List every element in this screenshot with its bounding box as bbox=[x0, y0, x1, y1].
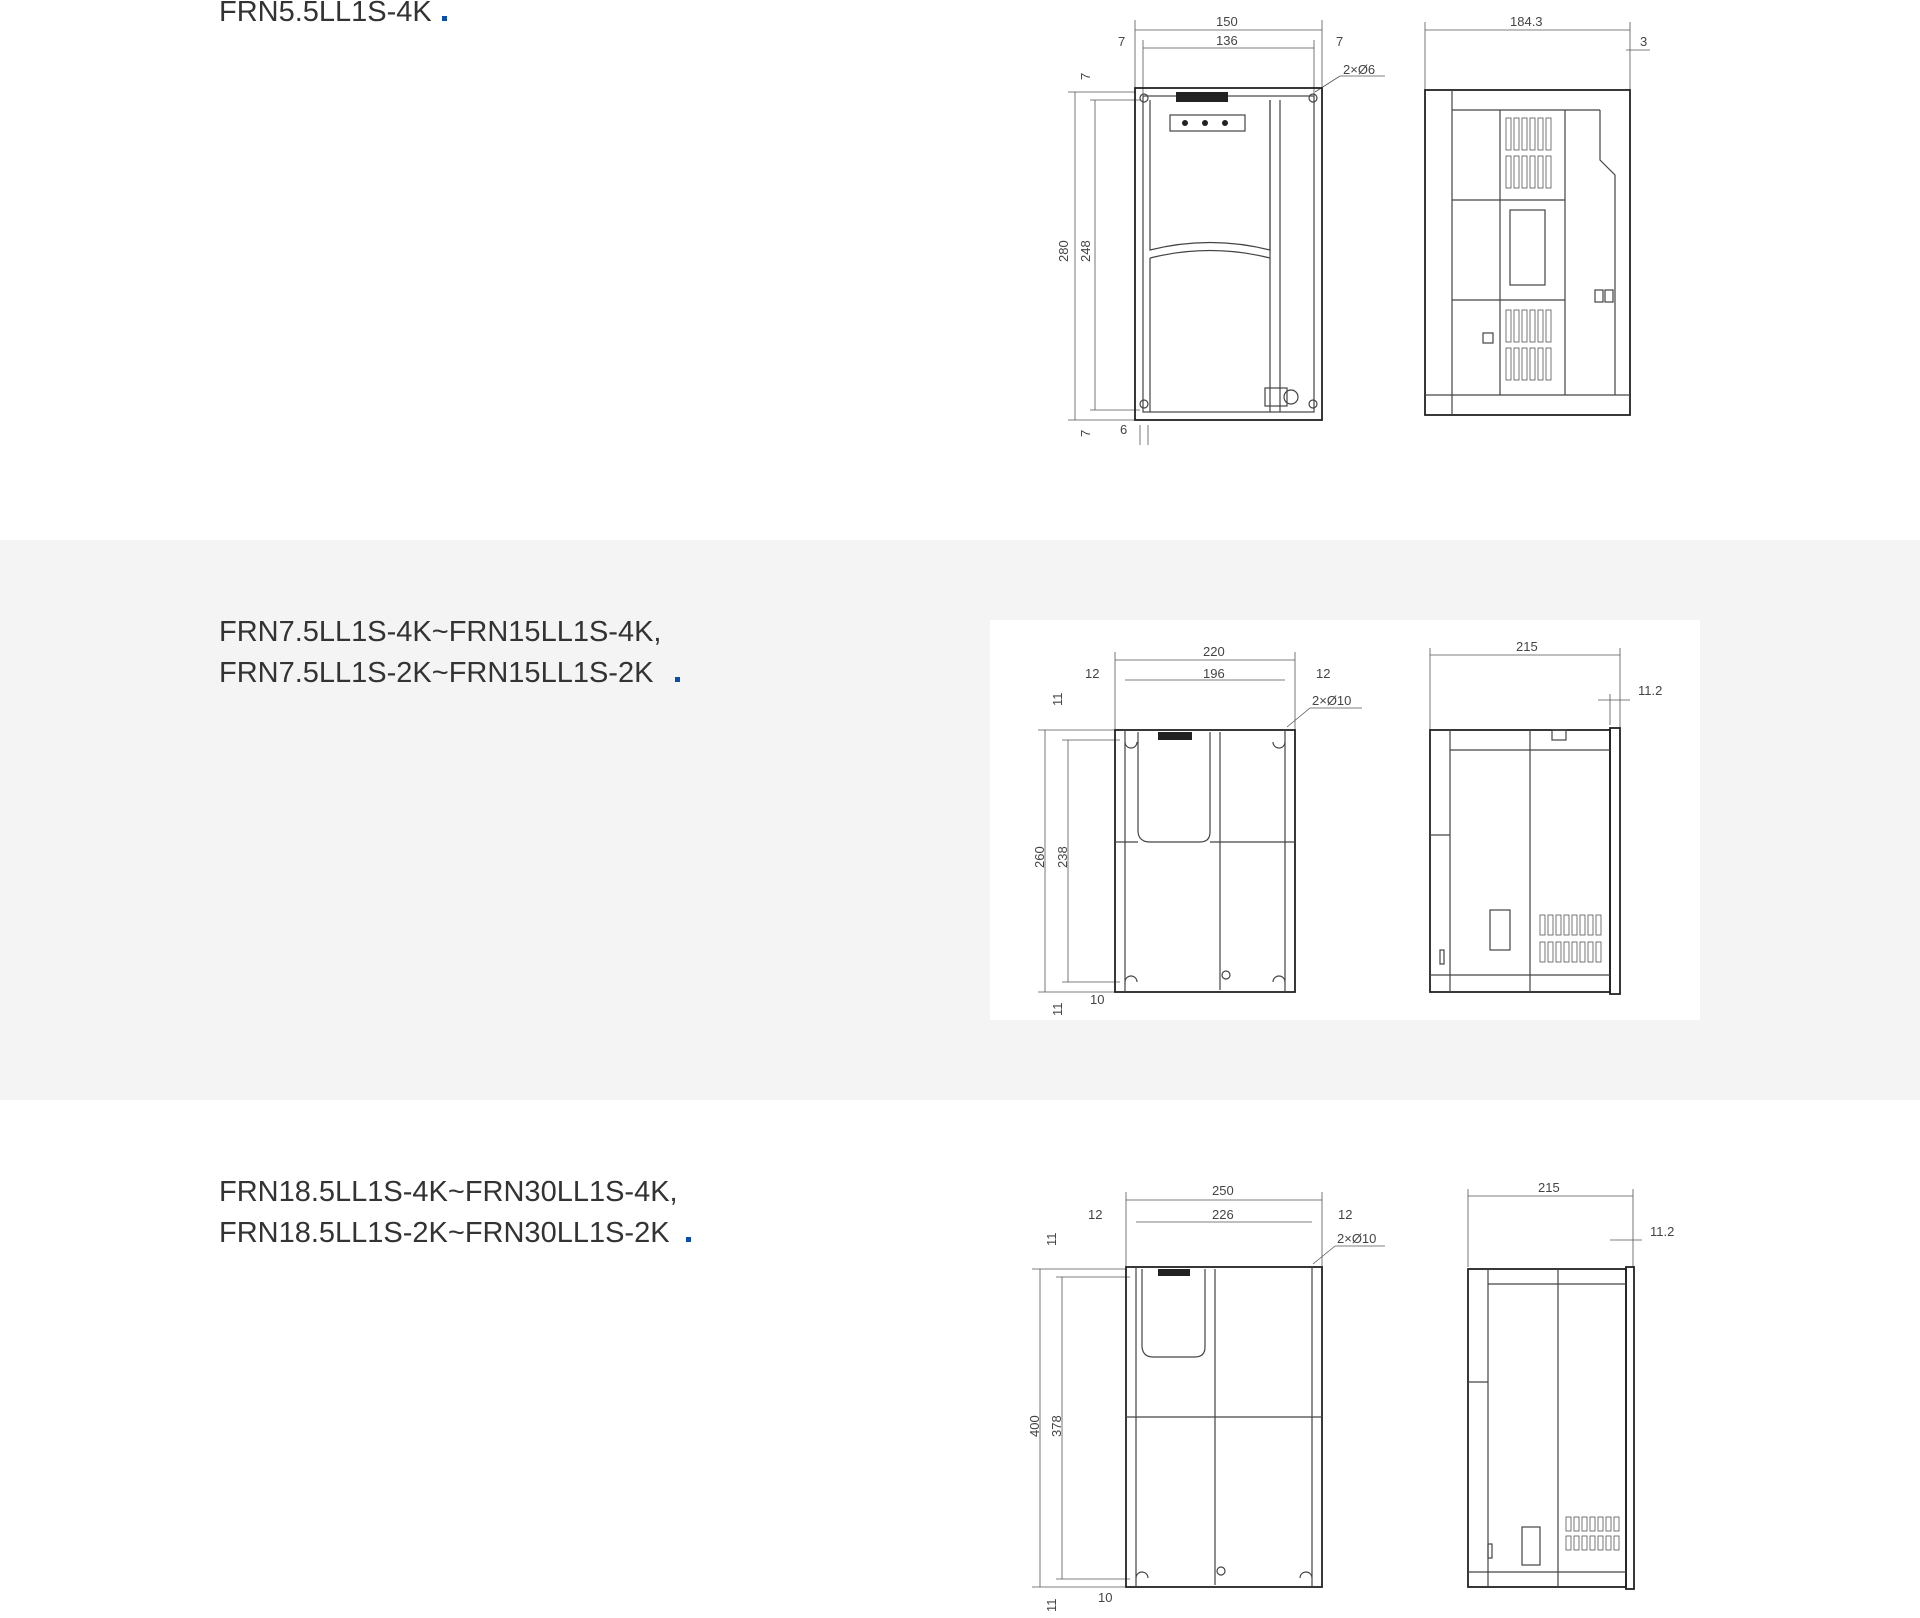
model-line: FRN18.5LL1S-2K~FRN30LL1S-2K bbox=[219, 1213, 691, 1254]
dim-height: 280 bbox=[1056, 240, 1071, 262]
model-line: FRN7.5LL1S-4K~FRN15LL1S-4K, bbox=[219, 616, 662, 648]
side-view bbox=[1430, 639, 1662, 994]
dim-offset: 3 bbox=[1640, 34, 1648, 49]
dim-inner-width: 136 bbox=[1216, 33, 1238, 48]
dim-right-margin: 7 bbox=[1336, 34, 1344, 49]
front-view bbox=[1032, 644, 1362, 1016]
dim-right-margin: 12 bbox=[1338, 1207, 1353, 1222]
model-heading bbox=[219, 0, 447, 33]
dim-hole: 2×Ø10 bbox=[1337, 1231, 1377, 1246]
dim-inner-height: 248 bbox=[1078, 240, 1093, 262]
dim-inner-width: 196 bbox=[1203, 666, 1225, 681]
dim-depth: 215 bbox=[1516, 639, 1538, 654]
dimension-drawing-svg bbox=[990, 620, 1700, 1020]
dim-top-margin: 7 bbox=[1078, 72, 1093, 80]
dimension-drawing bbox=[990, 620, 1700, 1020]
dim-left-margin: 12 bbox=[1085, 666, 1100, 681]
dim-foot: 6 bbox=[1120, 422, 1128, 437]
dim-width: 250 bbox=[1212, 1183, 1234, 1198]
dim-hole: 2×Ø10 bbox=[1312, 693, 1352, 708]
dim-width: 220 bbox=[1203, 644, 1225, 659]
side-view bbox=[1425, 14, 1650, 415]
dim-bottom-margin: 11 bbox=[1050, 1002, 1065, 1016]
dim-hole: 2×Ø6 bbox=[1343, 62, 1376, 77]
accent-dot bbox=[442, 16, 447, 21]
dim-inner-width: 226 bbox=[1212, 1207, 1234, 1222]
model-line: FRN7.5LL1S-2K~FRN15LL1S-2K bbox=[219, 653, 680, 694]
dim-inner-height: 378 bbox=[1049, 1415, 1064, 1437]
dim-left-margin: 7 bbox=[1118, 34, 1126, 49]
model-heading bbox=[219, 612, 680, 694]
section-frn5-5 bbox=[0, 0, 1920, 540]
section-frn7-5-15 bbox=[0, 540, 1920, 1100]
front-view bbox=[1056, 14, 1385, 445]
dim-offset: 11.2 bbox=[1638, 683, 1663, 698]
front-view bbox=[1027, 1183, 1385, 1612]
dim-right-margin: 12 bbox=[1316, 666, 1331, 681]
dim-height: 260 bbox=[1032, 846, 1047, 868]
dim-inner-height: 238 bbox=[1055, 846, 1070, 868]
dim-width: 150 bbox=[1216, 14, 1238, 29]
accent-dot bbox=[675, 677, 680, 682]
dim-top-margin: 11 bbox=[1044, 1232, 1059, 1246]
dim-bottom-margin: 11 bbox=[1044, 1598, 1059, 1612]
dimension-drawing-svg bbox=[1040, 0, 1680, 460]
dimension-drawing bbox=[1040, 0, 1680, 460]
dimension-drawing bbox=[1010, 1172, 1710, 1618]
dim-foot: 10 bbox=[1090, 992, 1105, 1007]
dim-height: 400 bbox=[1027, 1415, 1042, 1437]
model-heading bbox=[219, 1172, 691, 1254]
dim-offset: 11.2 bbox=[1650, 1224, 1675, 1239]
section-frn18-5-30 bbox=[0, 1100, 1920, 1618]
model-line: FRN5.5LL1S-4K bbox=[219, 0, 447, 33]
dim-left-margin: 12 bbox=[1088, 1207, 1103, 1222]
side-view bbox=[1468, 1180, 1674, 1589]
dim-top-margin: 11 bbox=[1050, 692, 1065, 706]
dimension-drawing-svg bbox=[1010, 1172, 1710, 1618]
dim-depth: 184.3 bbox=[1510, 14, 1543, 29]
dim-depth: 215 bbox=[1538, 1180, 1560, 1195]
dim-foot: 10 bbox=[1098, 1590, 1113, 1605]
dim-bottom-margin: 7 bbox=[1078, 429, 1093, 437]
model-line: FRN18.5LL1S-4K~FRN30LL1S-4K, bbox=[219, 1176, 678, 1208]
accent-dot bbox=[686, 1237, 691, 1242]
